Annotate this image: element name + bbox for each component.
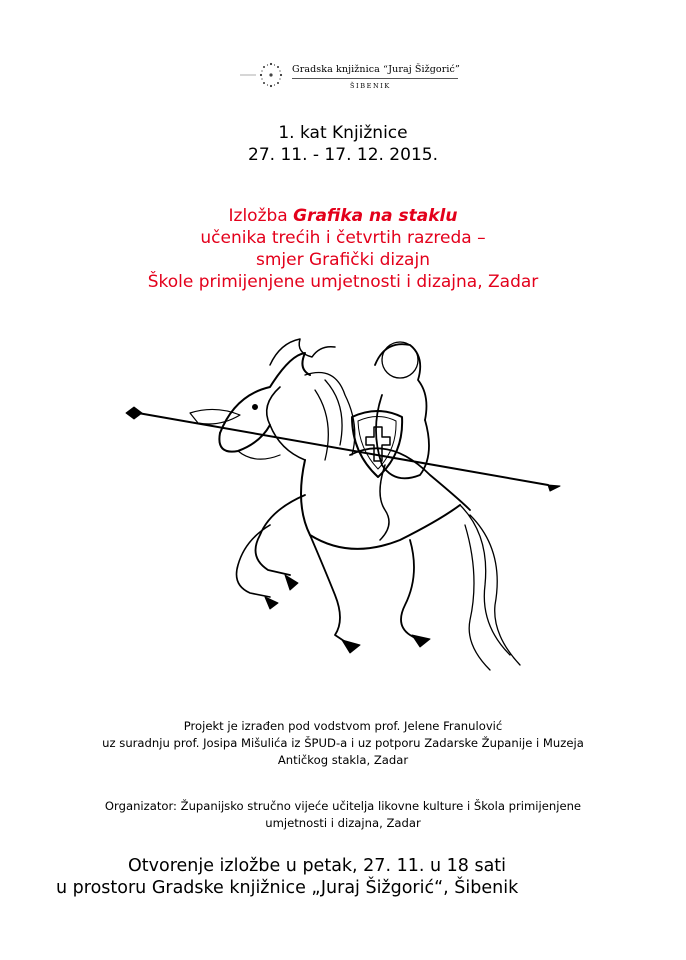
credits-line: Antičkog stakla, Zadar [277, 753, 409, 767]
exhibition-course: smjer Grafički dizajn [256, 250, 430, 270]
credits-line: uz suradnju prof. Josipa Mišulića iz ŠPUD-a i uz potporu Zadarske Županije i Muzeja [102, 736, 584, 750]
opening-block [56, 855, 656, 899]
library-logo [238, 56, 460, 94]
exhibition-title-line [0, 205, 686, 227]
knight-on-horse-illustration [120, 335, 570, 695]
organizer-line: Organizator: Županijsko stručno vijeće učitelja likovne kulture i Škola primijenjene [104, 799, 582, 813]
venue-block [0, 122, 686, 166]
opening-place: u prostoru Gradske knjižnice „Juraj Šižgorić“, Šibenik [56, 878, 519, 898]
credits-block [0, 718, 686, 769]
library-city: ŠIBENIK [350, 82, 391, 90]
exhibition-school: Škole primijenjene umjetnosti i dizajna, Zadar [147, 272, 539, 292]
star-wreath-icon [238, 56, 288, 94]
venue-dates: 27. 11. - 17. 12. 2015. [248, 145, 438, 165]
library-name: Gradska knjižnica “Juraj Šižgorić” [292, 64, 460, 75]
logo-divider [292, 78, 458, 79]
exhibition-block [0, 205, 686, 293]
organizer-line: umjetnosti i dizajna, Zadar [265, 816, 421, 830]
opening-time: Otvorenje izložbe u petak, 27. 11. u 18 sati [128, 856, 507, 876]
credits-line: Projekt je izrađen pod vodstvom prof. Jelene Franulović [183, 719, 503, 733]
venue-location: 1. kat Knjižnice [278, 123, 408, 143]
exhibition-prefix: Izložba [228, 206, 288, 226]
exhibition-students: učenika trećih i četvrtih razreda – [200, 228, 486, 248]
organizer-block [0, 798, 686, 832]
exhibition-title: Grafika na staklu [293, 206, 458, 226]
